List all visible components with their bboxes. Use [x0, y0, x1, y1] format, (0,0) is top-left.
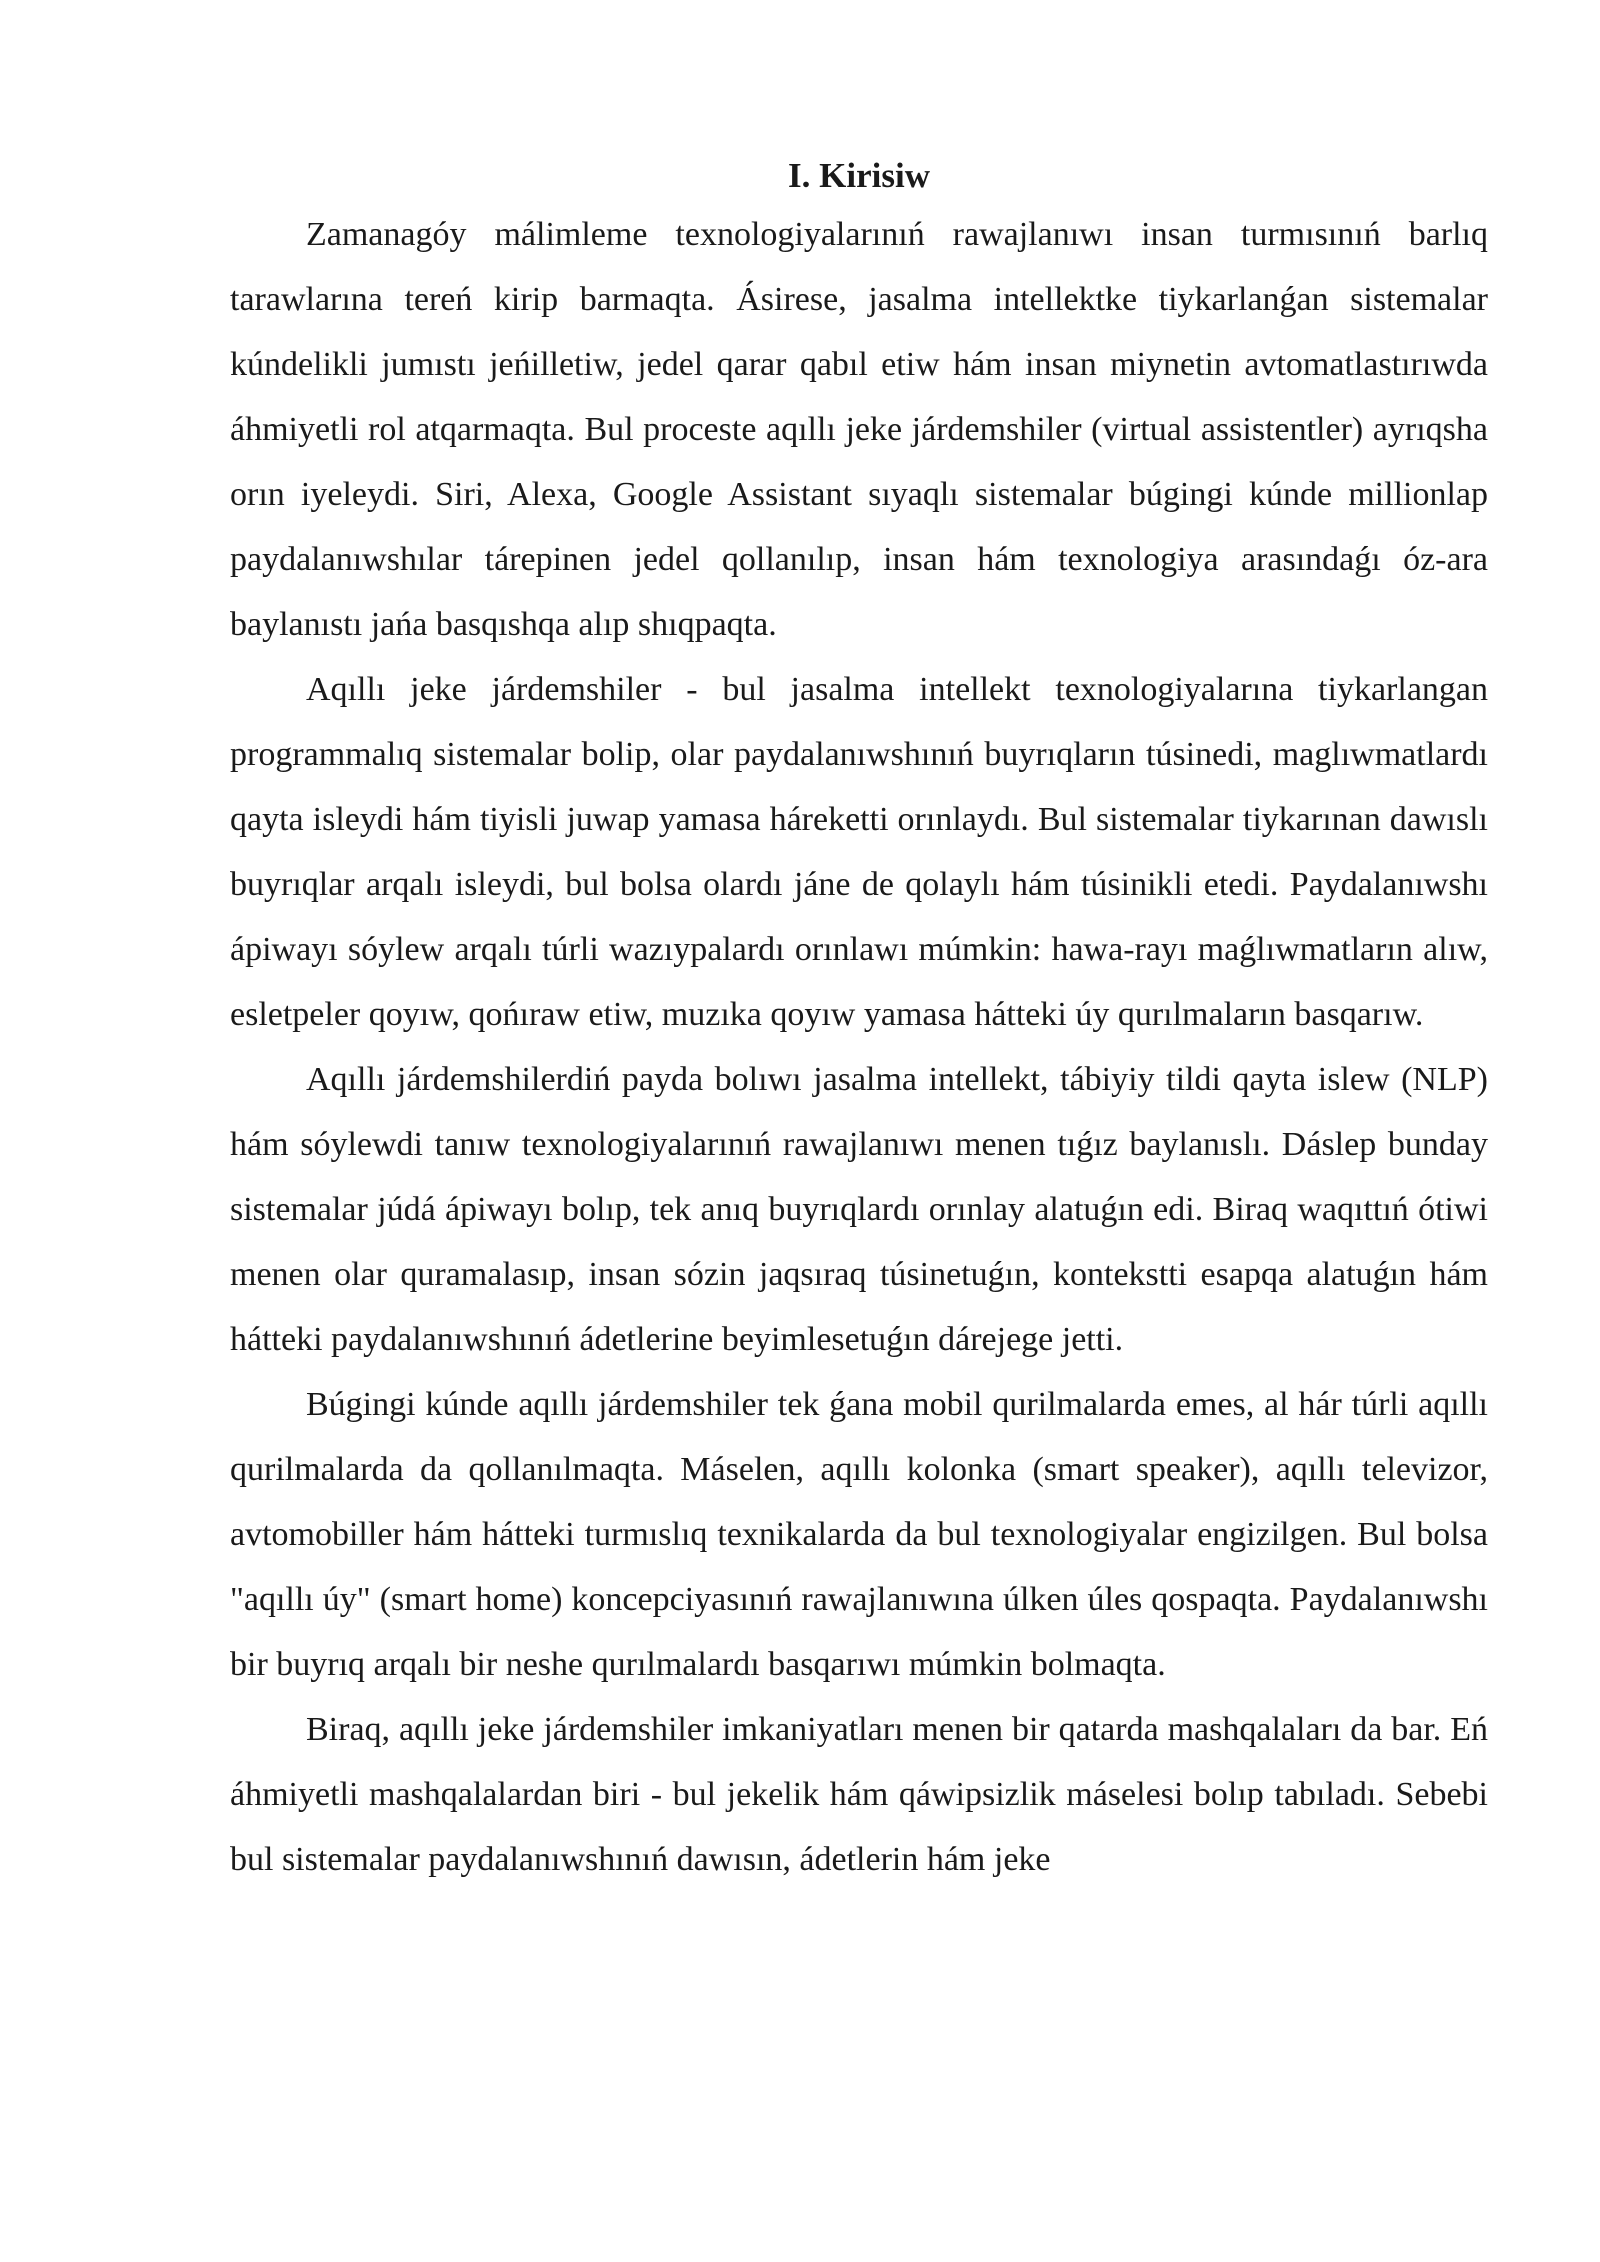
document-page — [230, 150, 1488, 1892]
paragraph-2: Aqıllı jeke járdemshiler - bul jasalma intellekt texnologiyalarına tiykarlangan programmalıq sistemalar bolip, olar paydalanıwshınıń buyrıqların túsinedi, maglıwmatlardı qayta isleydi hám tiyisli juwap yamasa háreketti orınlaydı. Bul sistemalar tiykarınan dawıslı buyrıqlar arqalı isleydi, bul bolsa olardı jáne de qolaylı hám túsinikli etedi. Paydalanıwshı ápiwayı sóylew arqalı túrli wazıypalardı orınlawı múmkin: hawa-rayı maǵlıwmatların alıw, esletpeler qoyıw, qońıraw etiw, muzıka qoyıw yamasa hátteki úy qurılmaların basqarıw. — [230, 671, 1488, 1033]
section-title: I. Kirisiw — [788, 156, 930, 195]
paragraph-4: Búgingi kúnde aqıllı járdemshiler tek ǵana mobil qurilmalarda emes, al hár túrli aqıllı qurilmalarda da qollanılmaqta. Máselen, aqıllı kolonka (smart speaker), aqıllı televizor, avtomobiller hám hátteki turmıslıq texnikalarda da bul texnologiyalar engizilgen. Bul bolsa "aqıllı úy" (smart home) koncepciyasınıń rawajlanıwına úlken úles qospaqta. Paydalanıwshı bir buyrıq arqalı bir neshe qurılmalardı basqarıwı múmkin bolmaqta. — [230, 1386, 1488, 1683]
paragraph-5: Biraq, aqıllı jeke járdemshiler imkaniyatları menen bir qatarda mashqalaları da bar. Eń áhmiyetli mashqalalardan biri - bul jekelik hám qáwipsizlik máselesi bolıp tabıladı. Sebebi bul sistemalar paydalanıwshınıń dawısın, ádetlerin hám jeke — [230, 1711, 1488, 1878]
paragraph-1: Zamanagóy málimleme texnologiyalarınıń rawajlanıwı insan turmısınıń barlıq tarawlarına tereń kirip barmaqta. Ásirese, jasalma intellektke tiykarlanǵan sistemalar kúndelikli jumıstı jeńilletiw, jedel qarar qabıl etiw hám insan miynetin avtomatlastırıwda áhmiyetli rol atqarmaqta. Bul proceste aqıllı jeke járdemshiler (virtual assistentler) ayrıqsha orın iyeleydi. Siri, Alexa, Google Assistant sıyaqlı sistemalar búgingi kúnde millionlap paydalanıwshılar tárepinen jedel qollanılıp, insan hám texnologiya arasındaǵı óz-ara baylanıstı jańa basqıshqa alıp shıqpaqta. — [230, 216, 1488, 643]
paragraph-3: Aqıllı járdemshilerdiń payda bolıwı jasalma intellekt, tábiyiy tildi qayta islew (NLP) hám sóylewdi tanıw texnologiyalarınıń rawajlanıwı menen tıǵız baylanıslı. Dáslep bunday sistemalar júdá ápiwayı bolıp, tek anıq buyrıqlardı orınlay alatuǵın edi. Biraq waqıttıń ótiwi menen olar quramalasıp, insan sózin jaqsıraq túsinetuǵın, kontekstti esapqa alatuǵın hám hátteki paydalanıwshınıń ádetlerine beyimlesetuǵın dárejege jetti. — [230, 1061, 1488, 1358]
